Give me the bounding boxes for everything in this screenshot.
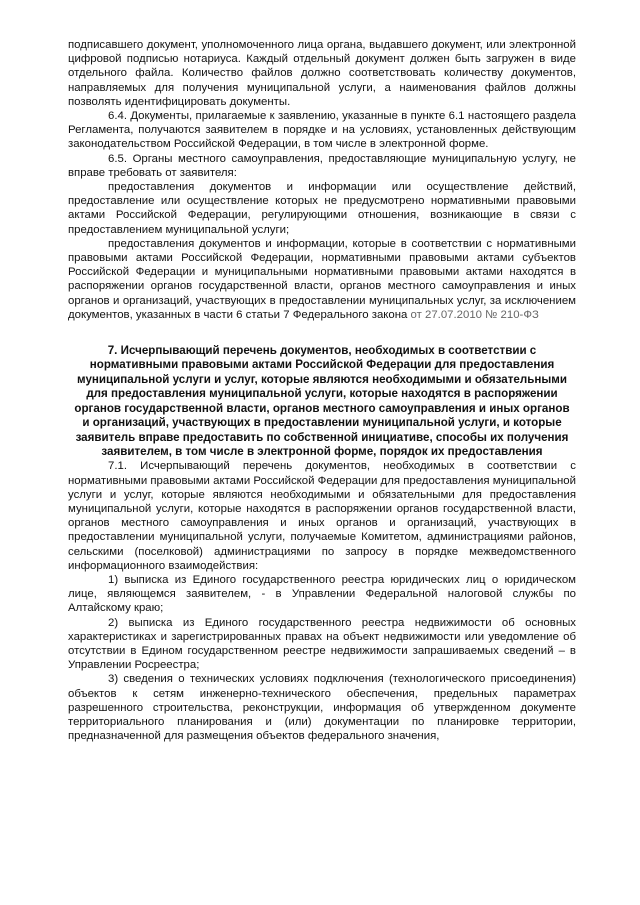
paragraph-6-3-continuation: подписавшего документ, уполномоченного лица органа, выдавшего документ, или электронной цифровой подписью нотариуса. Каждый отдельный документ должен быть загружен в виде отдельного файла. Количество файлов должно соответствовать количеству документов, направляемых для получения муниципальной услуги, а наименования файлов должны позволять идентифицировать документы. — [68, 39, 576, 108]
list-item-2: 2) выписка из Единого государственного реестра недвижимости об основных характеристиках и зарегистрированных правах на объект недвижимости или уведомление об отсутствии в Едином государственном реестре недвижимости запрашиваемых сведений – в Управлении Росреестра; — [68, 616, 576, 672]
paragraph-6-4: 6.4. Документы, прилагаемые к заявлению, указанные в пункте 6.1 настоящего раздела Регламента, получаются заявителем в порядке и на условиях, установленных действующим законодательством Российской Федерации, в том числе в электронной форме. — [68, 110, 576, 151]
federal-law-reference: от 27.07.2010 № 210-ФЗ — [407, 308, 539, 321]
paragraph-7-1: 7.1. Исчерпывающий перечень документов, необходимых в соответствии с нормативными правовыми актами Российской Федерации для предоставления муниципальной услуги и услуг, которые являются необходимыми и обязательными для предоставления муниципальной услуги, которые находятся в распоряжении органов государственной власти, органов местного самоуправления и иных органов и организаций, участвующих в предоставлении муниципальной услуги, получаемые Комитетом, администрациями районов, сельскими (поселковой) администрациями по запросу в порядке межведомственного информационного взаимодействия: — [68, 460, 576, 572]
list-item-1: 1) выписка из Единого государственного реестра юридических лиц о юридическом лице, являющемся заявителем, - в Управлении Федеральной налоговой службы по Алтайскому краю; — [68, 573, 576, 615]
paragraph-6-5: 6.5. Органы местного самоуправления, предоставляющие муниципальную услугу, не вправе требовать от заявителя: — [68, 152, 576, 179]
section-gap — [68, 322, 576, 344]
list-item-3: 3) сведения о технических условиях подключения (технологического присоединения) объектов к сетям инженерно-технического обеспечения, предельных параметрах разрешенного строительства, реконструкции, информация об утвержденном документе территориального планирования и (или) документации по планировке территории, предназначенной для размещения объектов федерального значения, — [68, 673, 576, 743]
paragraph-requirement-1: предоставления документов и информации или осуществление действий, предоставление или осуществление которых не предусмотрено нормативными правовыми актами Российской Федерации, регулирующими отношения, возникающие в связи с предоставлением муниципальной услуги; — [68, 181, 576, 236]
document-page — [68, 38, 576, 743]
paragraph-requirement-2 — [68, 237, 576, 322]
requirement-2-text: предоставления документов и информации, которые в соответствии с нормативными правовыми актами Российской Федерации, нормативными правовыми актами субъектов Российской Федерации и муниципальными нормативными правовыми актами находятся в распоряжении органов государственной власти, органов местного самоуправления и иных органов и организаций, участвующих в предоставлении муниципальных услуг, за исключением документов, указанных в части 6 статьи 7 Федерального закона — [68, 237, 576, 321]
section-7-heading: 7. Исчерпывающий перечень документов, необходимых в соответствии с нормативными правовыми актами Российской Федерации для предоставления муниципальной услуги и услуг, которые являются необходимыми и обязательными для предоставления муниципальной услуги, которые находятся в распоряжении органов государственной власти, органов местного самоуправления и иных органов и организаций, участвующих в предоставлении муниципальной услуги, и которые заявитель вправе предоставить по собственной инициативе, способы их получения заявителем, в том числе в электронной форме, порядок их предоставления — [74, 344, 570, 458]
